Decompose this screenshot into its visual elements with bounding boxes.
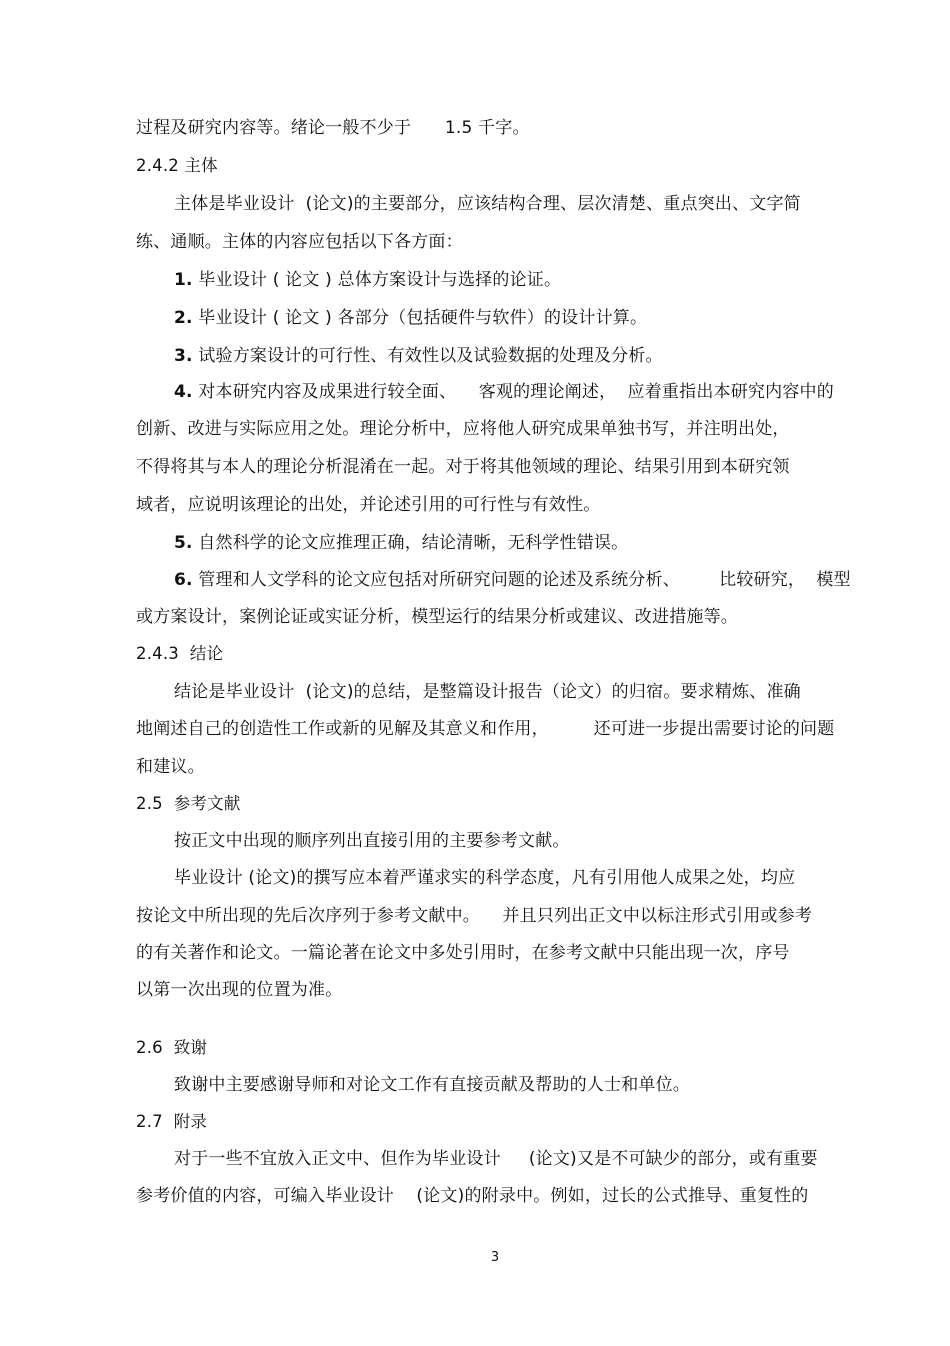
text-line: 主体是毕业设计 (论文)的主要部分，应该结构合理、层次清楚、重点突出、文字简: [174, 194, 801, 214]
list-number: 4.: [174, 382, 193, 402]
list-text: 试验方案设计的可行性、有效性以及试验数据的处理及分析。: [192, 346, 663, 366]
text-line: 按正文中出现的顺序列出直接引用的主要参考文献。: [174, 831, 570, 851]
text-line: 域者，应说明该理论的出处，并论述引用的可行性与有效性。: [136, 495, 601, 515]
section-heading: 2.4.3 结论: [136, 644, 224, 663]
list-number: 3.: [174, 346, 193, 366]
section-heading: 2.4.2 主体: [136, 156, 218, 175]
text-line: 致谢中主要感谢导师和对论文工作有直接贡献及帮助的人士和单位。: [174, 1075, 690, 1095]
list-item: [174, 381, 834, 403]
list-text: 毕业设计 ( 论文 ) 总体方案设计与选择的论证。: [192, 270, 562, 290]
text-line: 对于一些不宜放入正文中、但作为毕业设计 (论文)又是不可缺少的部分，或有重要: [174, 1149, 818, 1169]
section-heading: 2.6 致谢: [136, 1038, 208, 1057]
text-line: 过程及研究内容等。绪论一般不少于 1.5 千字。: [136, 118, 530, 138]
list-item: [174, 307, 647, 329]
list-text: 管理和人文学科的论文应包括对所研究问题的论述及系统分析、 比较研究， 模型: [192, 570, 851, 590]
list-number: 6.: [174, 570, 193, 590]
list-item: [174, 532, 628, 554]
text-line: 结论是毕业设计 (论文)的总结，是整篇设计报告（论文）的归宿。要求精炼、准确: [174, 682, 801, 702]
text-line: 和建议。: [136, 757, 205, 777]
text-line: 以第一次出现的位置为准。: [136, 980, 343, 1000]
text-line: 参考价值的内容，可编入毕业设计 (论文)的附录中。例如，过长的公式推导、重复性的: [136, 1186, 809, 1206]
text-line: 毕业设计 (论文)的撰写应本着严谨求实的科学态度，凡有引用他人成果之处，均应: [174, 868, 796, 888]
text-line: 或方案设计，案例论证或实证分析，模型运行的结果分析或建议、改进措施等。: [136, 607, 738, 627]
list-item: [174, 269, 561, 291]
list-text: 毕业设计 ( 论文 ) 各部分（包括硬件与软件）的设计计算。: [192, 308, 648, 328]
list-number: 2.: [174, 308, 193, 328]
list-text: 对本研究内容及成果进行较全面、 客观的理论阐述， 应着重指出本研究内容中的: [192, 382, 834, 402]
list-number: 1.: [174, 270, 193, 290]
list-text: 自然科学的论文应推理正确，结论清晰，无科学性错误。: [192, 533, 629, 553]
text-line: 不得将其与本人的理论分析混淆在一起。对于将其他领域的理论、结果引用到本研究领: [136, 457, 790, 477]
section-heading: 2.7 附录: [136, 1112, 208, 1131]
list-number: 5.: [174, 533, 193, 553]
section-heading: 2.5 参考文献: [136, 794, 241, 813]
text-line: 的有关著作和论文。一篇论著在论文中多处引用时，在参考文献中只能出现一次，序号: [136, 943, 790, 963]
text-line: 按论文中所出现的先后次序列于参考文献中。 并且只列出正文中以标注形式引用或参考: [136, 906, 813, 926]
list-item: [174, 345, 663, 367]
page-number: 3: [490, 1250, 500, 1265]
text-line: 练、通顺。主体的内容应包括以下各方面：: [136, 232, 463, 252]
text-line: 创新、改进与实际应用之处。理论分析中，应将他人研究成果单独书写，并注明出处，: [136, 419, 790, 439]
text-line: 地阐述自己的创造性工作或新的见解及其意义和作用， 还可进一步提出需要讨论的问题: [136, 719, 835, 739]
list-item: [174, 569, 851, 591]
